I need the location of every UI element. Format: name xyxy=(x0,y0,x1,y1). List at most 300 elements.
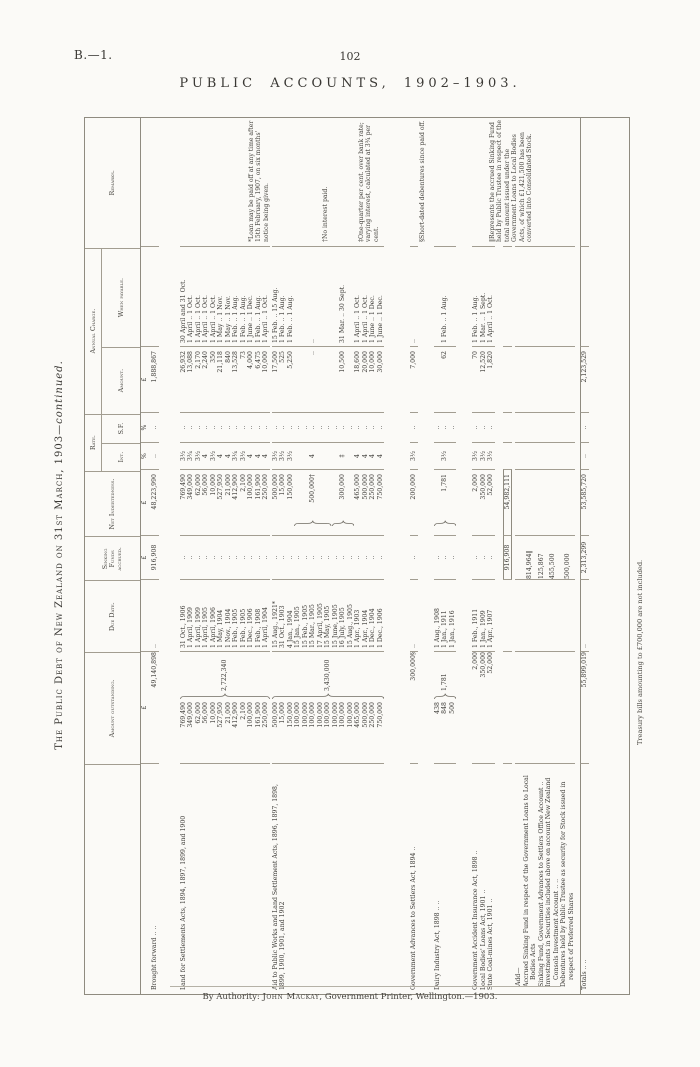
table-row-local-bodies-loans xyxy=(480,118,488,994)
cell-int xyxy=(560,443,568,469)
cell-amt: 12,520 xyxy=(479,351,487,373)
col-header-annual-amount: Amount. xyxy=(116,368,125,393)
remark-note-2: †No interest paid. xyxy=(322,186,329,242)
cell-net: 500,000 xyxy=(271,474,279,500)
cell-out: 300,000§ xyxy=(410,652,417,681)
col-header-remarks: Remarks. xyxy=(108,170,116,196)
cell-when: 1 June .. 1 Dec. xyxy=(369,295,376,343)
cell-due: 1 Jan., 1909 xyxy=(479,610,487,648)
cell-due: 1 April, 1909 xyxy=(194,607,202,648)
cell-net: 62,000 xyxy=(194,474,202,496)
cell-sink: 814,964‖ xyxy=(526,550,534,579)
cell-amt: 73 xyxy=(239,351,247,359)
cell-when xyxy=(309,247,317,346)
table-row-add-accrued-sinking-fund xyxy=(523,118,538,994)
cell-sink: .. xyxy=(179,555,187,560)
cell-due xyxy=(560,580,568,651)
cell-sf: .. xyxy=(254,425,262,430)
cell-out: 10,000 xyxy=(209,702,217,724)
cell-net: 750,000 xyxy=(376,474,384,500)
cell-out xyxy=(538,652,546,763)
cell-net: 161,900 xyxy=(254,474,262,500)
cell-sf xyxy=(503,413,511,442)
cell-amt: 5,250 xyxy=(286,351,294,369)
braced-int: ‡ xyxy=(338,454,346,458)
braced-when: 1 Feb. .. 1 Aug. xyxy=(440,295,448,343)
cell-when: 1 Feb. .. 1 Aug. xyxy=(286,295,294,343)
cell-amt: 13,088 xyxy=(187,351,194,373)
col-header-stub xyxy=(85,764,140,994)
cell-sink: .. xyxy=(361,555,369,560)
cell-sink: .. xyxy=(194,555,202,560)
printer-name: John Mackay xyxy=(262,992,320,1002)
cell-when xyxy=(538,247,546,346)
cell-net: 48,223,990 xyxy=(151,474,158,510)
cell-when xyxy=(317,247,325,346)
cell-out: 2,000 xyxy=(472,652,479,670)
cell-out xyxy=(503,652,511,763)
cell-sf: .. xyxy=(309,425,316,430)
cell-sink: .. xyxy=(247,555,254,560)
cell-sf xyxy=(545,413,553,442)
cell-amt xyxy=(560,347,568,412)
cell-sink: .. xyxy=(339,555,346,560)
cell-due: 1 April, 1906 xyxy=(209,607,217,648)
braced-int: 4 xyxy=(308,454,316,458)
cell-sink: .. xyxy=(376,555,384,560)
cell-int: 3½ xyxy=(410,451,417,461)
cell-int: .. xyxy=(581,454,588,458)
remark-note-4: §Short-dated debentures since paid off. xyxy=(419,120,426,242)
cell-int xyxy=(449,443,457,469)
cell-due: 1 April, 1904 xyxy=(262,607,269,648)
cell-int xyxy=(317,443,325,469)
group-total: 2,722,340 xyxy=(220,659,228,691)
cell-int: 3½ xyxy=(279,451,286,461)
col-header-rate-group xyxy=(85,414,140,471)
cell-sf: .. xyxy=(271,425,279,430)
cell-sf: .. xyxy=(487,425,494,430)
row-label: Government Advances to Settlers Act, 1894 .. xyxy=(410,846,417,990)
cell-sink: .. xyxy=(354,555,361,560)
cell-net: 21,000 xyxy=(224,474,232,496)
cell-net: 500,000 xyxy=(361,474,369,500)
cell-int: 3½ xyxy=(487,451,494,461)
cell-int: 3½ xyxy=(239,451,247,461)
group-brace-icon xyxy=(332,520,355,527)
group-brace-icon xyxy=(294,520,332,527)
cell-net xyxy=(538,470,546,535)
cell-due: 1 Feb., 1908 xyxy=(254,608,262,648)
cell-amt: 70 xyxy=(472,351,479,359)
cell-int: 4 xyxy=(376,454,384,458)
cell-due xyxy=(538,580,546,651)
cell-due: 15 June, 1905 xyxy=(331,604,339,648)
cell-when xyxy=(581,247,589,346)
cell-when: 1 April .. 1 Oct. xyxy=(354,294,361,343)
cell-int: 4 xyxy=(202,454,209,458)
cell-net: 52,000 xyxy=(487,474,494,496)
cell-net xyxy=(560,470,568,535)
cell-sf: .. xyxy=(209,425,217,430)
cell-due: 1 Nov., 1904 xyxy=(224,608,232,648)
cell-net: 150,000 xyxy=(286,474,294,500)
cell-when xyxy=(302,247,310,346)
cell-out: 100,000 xyxy=(339,702,346,728)
braced-amt: 10,500 xyxy=(338,351,346,373)
cell-net: 100,000 xyxy=(247,474,254,500)
cell-sink: .. xyxy=(294,555,301,560)
cell-due: 1 Dec., 1906 xyxy=(376,608,384,648)
cell-out: 100,000 xyxy=(294,702,301,728)
cell-out: 49,140,898 xyxy=(151,652,158,688)
table-row-totals xyxy=(580,118,589,994)
cell-int: 4 xyxy=(247,454,254,458)
cell-amt xyxy=(523,347,531,412)
cell-net: 412,900 xyxy=(232,474,239,500)
rotated-table-sheet xyxy=(40,115,662,995)
row-label: Investments in Securities included above on account New Zealand Consols Investment Account .. .. xyxy=(545,777,560,987)
cell-out: 350,000 xyxy=(479,652,487,678)
cell-int: .. xyxy=(151,454,158,458)
cell-net: 527,950 xyxy=(217,474,224,500)
cell-net: 250,000 xyxy=(262,474,269,500)
cell-when: 1 April .. 1 Oct. xyxy=(209,294,217,343)
cell-amt xyxy=(347,347,355,412)
cell-when: 1 June .. 1 Dec. xyxy=(247,295,254,343)
table-row-brought-forward xyxy=(151,118,159,994)
cell-int: 4 xyxy=(354,454,361,458)
cell-amt: 17,500 xyxy=(271,351,279,373)
group-brace-icon xyxy=(434,693,457,700)
cell-net: 10,000 xyxy=(209,474,217,496)
cell-when: 1 Feb. .. 1 Aug. xyxy=(254,295,262,343)
cell-sf: .. xyxy=(294,425,301,430)
table-row-land-for-settlements xyxy=(180,118,270,994)
cell-when: 1 April .. 1 Oct. xyxy=(202,294,209,343)
cell-when xyxy=(151,247,159,346)
cell-sink: .. xyxy=(279,555,286,560)
cell-due: 15 May, 1905 xyxy=(324,605,331,648)
cell-int: 4 xyxy=(262,454,269,458)
cell-sf: .. xyxy=(301,425,309,430)
cell-out: 527,950 xyxy=(217,702,224,728)
col-header-when-payable: When payable. xyxy=(102,249,140,348)
cell-amt: 13,528 xyxy=(232,351,239,373)
cell-int: 3¾ xyxy=(187,451,194,461)
imprint-footer: By Authority: John Mackay, Government Printer, Wellington.—1903. xyxy=(202,992,498,1002)
cell-when: 1 April .. 1 Oct. xyxy=(187,294,194,343)
cell-sf: .. xyxy=(262,425,269,430)
cell-when: 1 May .. 1 Nov. xyxy=(217,295,224,343)
cell-out: 769,490 xyxy=(179,702,187,728)
cell-sink: .. xyxy=(254,555,262,560)
col-header-rate: Rate. xyxy=(85,415,102,471)
cell-amt: 4,000 xyxy=(247,351,254,369)
cell-amt: 21,118 xyxy=(217,351,224,373)
cell-due: 1 Jan., 1916 xyxy=(448,610,456,648)
cell-when: 1 April .. 1 Oct. xyxy=(262,294,269,343)
cell-sink: .. xyxy=(441,555,448,560)
cell-amt: 525 xyxy=(279,351,286,363)
row-label: Sinking Fund, Government Advances to Settlers Office Account .. xyxy=(537,781,545,987)
cell-sf: .. xyxy=(581,425,588,430)
cell-sink: .. xyxy=(232,555,239,560)
cell-amt xyxy=(503,347,511,412)
page-number: 102 xyxy=(339,50,361,63)
cell-sink: .. xyxy=(316,555,324,560)
cell-amt: 840 xyxy=(224,351,232,363)
cell-when: 30 April and 31 Oct. xyxy=(179,279,187,343)
table-body xyxy=(141,118,630,994)
cell-out xyxy=(523,652,531,763)
cell-out: 465,000 xyxy=(354,702,361,728)
cell-out: 62,000 xyxy=(194,702,202,724)
cell-out: 750,000 xyxy=(376,702,384,728)
cell-amt: 1,820 xyxy=(487,351,494,369)
cell-sf: .. xyxy=(217,425,224,430)
remarks-notes-column xyxy=(85,116,631,246)
cell-when: 1 Mar. .. 1 Sept. xyxy=(479,292,487,343)
cell-amt xyxy=(324,347,332,412)
cell-due: 15 Feb., 1905 xyxy=(301,604,309,648)
cell-int xyxy=(545,443,553,469)
cell-sf: .. xyxy=(376,425,384,430)
cell-int: 3¼ xyxy=(232,451,239,461)
cell-int xyxy=(324,443,332,469)
cell-sf: .. xyxy=(433,425,441,430)
cell-net: 769,490 xyxy=(179,474,187,500)
cell-amt: 2,123,529 xyxy=(581,351,588,383)
cell-sf: .. xyxy=(151,425,158,430)
cell-out: 21,000 xyxy=(224,702,232,724)
cell-when xyxy=(503,247,511,346)
net-sub-total: 1,781 xyxy=(440,474,448,492)
cell-when: 1 April .. 1 Oct. xyxy=(487,294,494,343)
cell-net: 2,000 xyxy=(472,474,479,492)
row-label: Totals .. .. xyxy=(581,959,588,990)
cell-sf xyxy=(560,413,568,442)
remark-note-5: ‖Represents the accrued Sinking Fund held by Public Trustee in respect of the total amount issued under the Government Loans to Local Bodies Acts, of which £1,421,500 has been converted into Consolidated Stock. xyxy=(489,119,534,242)
cell-amt: 18,600 xyxy=(354,351,361,373)
braced-when: .. xyxy=(308,339,316,343)
group-brace-icon xyxy=(434,520,457,527)
cell-due: .. xyxy=(151,644,158,648)
cell-int: 4 xyxy=(254,454,262,458)
cell-sink: .. xyxy=(346,555,354,560)
cell-sink: .. xyxy=(209,555,217,560)
cell-sf: .. xyxy=(441,425,448,430)
cell-net: 54,982,111 xyxy=(503,474,511,510)
col-header-sinking-funds: Sinking Funds accrued. xyxy=(85,536,140,580)
cell-int: 4 xyxy=(217,454,224,458)
cell-sf: .. xyxy=(361,425,369,430)
cell-due: 15 Mar., 1905 xyxy=(309,604,316,648)
cell-net: 350,000 xyxy=(479,474,487,500)
cell-amt: 20,000 xyxy=(361,351,369,373)
table-row-govt-advances-settlers xyxy=(410,118,418,994)
cell-amt xyxy=(317,347,325,412)
row-label: Local Bodies' Loans Act, 1901 .. xyxy=(479,889,487,990)
cell-int xyxy=(503,443,511,469)
cell-when xyxy=(545,247,553,346)
cell-due: 1 Feb., 1905 xyxy=(239,608,247,648)
cell-when: 1 Feb. .. 1 Aug. xyxy=(279,295,286,343)
cell-due: 17 April, 1905 xyxy=(316,603,324,648)
cell-out: 56,000 xyxy=(202,702,209,724)
cell-sf: .. xyxy=(179,425,187,430)
cell-sink: 500,000 xyxy=(563,553,571,579)
cell-out: 100,000 xyxy=(346,702,354,728)
cell-amt: 30,000 xyxy=(376,351,384,373)
cell-sink: .. xyxy=(487,555,494,560)
cell-sink: .. xyxy=(262,555,269,560)
cell-amt: 10,000 xyxy=(369,351,376,373)
cell-sf xyxy=(538,413,546,442)
cell-sf: .. xyxy=(369,425,376,430)
row-label: Aid to Public Works and Land Settlement Acts, 1896, 1897, 1898, 1899, 1900, 1901, and 1902 xyxy=(271,784,286,990)
row-label: Government Accident Insurance Act, 1898 .. xyxy=(472,850,479,990)
row-label: Accrued Sinking Fund in respect of the Government Loans to Local Bodies Acts xyxy=(522,775,537,987)
cell-int: 3½ xyxy=(194,451,202,461)
cell-sink: 125,867 xyxy=(537,553,545,579)
table-row-add-sinking-fund-advances xyxy=(538,118,546,994)
cell-sf: .. xyxy=(187,425,194,430)
cell-out: 349,000 xyxy=(187,702,194,728)
cell-sf: .. xyxy=(448,425,456,430)
cell-due: 1 Apr., 1903 xyxy=(354,609,361,648)
page-title: PUBLIC ACCOUNTS, 1902–1903. xyxy=(179,76,521,91)
cell-out: 250,000 xyxy=(262,702,269,728)
cell-amt xyxy=(545,347,553,412)
cell-due: 31 Oct., 1903 xyxy=(279,605,286,648)
cell-amt: 26,932 xyxy=(179,351,187,373)
cell-sf: .. xyxy=(354,425,361,430)
cell-int xyxy=(538,443,546,469)
cell-out: 848 xyxy=(441,702,448,714)
cell-sf: .. xyxy=(279,425,286,430)
cell-due: 16 July, 1905 xyxy=(339,607,346,648)
table-row-aid-public-works xyxy=(272,118,385,994)
cell-out: 500,000 xyxy=(361,702,369,728)
cell-out: 55,899,019 xyxy=(581,652,588,688)
cell-amt: 350 xyxy=(209,351,217,363)
cell-sf: .. xyxy=(202,425,209,430)
cell-sink: .. xyxy=(472,555,479,560)
cell-net: 349,000 xyxy=(187,474,194,500)
cell-sink: 916,908 xyxy=(503,544,511,571)
cell-amt xyxy=(538,347,546,412)
cell-when xyxy=(294,247,302,346)
cell-due: 4 Jan., 1904 xyxy=(286,610,294,648)
cell-int: 4 xyxy=(224,454,232,458)
cell-amt xyxy=(302,347,310,412)
cell-out: 100,000 xyxy=(316,702,324,728)
cell-due: 15 Aug., 1905 xyxy=(346,604,354,648)
cell-due: 15 Jan., 1905 xyxy=(294,606,301,648)
cell-out: 250,000 xyxy=(369,702,376,728)
cell-out: 500,000 xyxy=(271,702,279,728)
table-header-row xyxy=(85,118,141,994)
cell-sink: .. xyxy=(286,555,294,560)
table-caption: The Public Debt of New Zealand on 31st March, 1903—continued. xyxy=(54,360,65,750)
cell-due: 1 April, 1909 xyxy=(187,607,194,648)
cell-int: 3½ xyxy=(271,451,279,461)
treasury-bills-footnote: Treasury bills amounting to £700,000 are not included. xyxy=(636,559,644,745)
cell-amt xyxy=(294,347,302,412)
cell-out xyxy=(545,652,553,763)
cell-out: 161,900 xyxy=(254,702,262,728)
cell-sf: .. xyxy=(286,425,294,430)
cell-when: 1 June .. 1 Dec. xyxy=(376,295,384,343)
public-debt-table xyxy=(84,117,630,995)
cell-due: 1 Apr., 1904 xyxy=(361,609,369,648)
table-row-subtotal xyxy=(503,118,513,994)
cell-when xyxy=(523,247,531,346)
table-row-add-debentures-trustee xyxy=(560,118,575,994)
cell-out: 412,900 xyxy=(232,702,239,728)
braced-int: 3½ xyxy=(440,451,448,461)
cell-when: 15 Feb. .. 15 Aug. xyxy=(271,287,279,343)
col-header-amount-outstanding: Amount outstanding. xyxy=(85,652,140,764)
cell-int: 3½ xyxy=(209,451,217,461)
cell-out xyxy=(560,652,568,763)
cell-when xyxy=(324,247,332,346)
cell-when: 1 Feb. .. 1 Aug. xyxy=(239,295,247,343)
cell-out: 100,000 xyxy=(301,702,309,728)
cell-int: 3½ xyxy=(472,451,479,461)
row-label: Dairy Industry Act, 1898 .. .. xyxy=(433,900,441,990)
braced-when: 31 Mar. .. 30 Sept. xyxy=(338,284,346,343)
col-header-due-date: Due Date. xyxy=(85,580,140,652)
cell-sink: .. xyxy=(187,555,194,560)
cell-sf xyxy=(523,413,531,442)
cell-out: 438 xyxy=(433,702,441,714)
cell-due: .. xyxy=(581,644,588,648)
cell-int: 3½ xyxy=(479,451,487,461)
cell-amt: 2,240 xyxy=(202,351,209,369)
cell-out: 100,000 xyxy=(309,702,316,728)
braced-amt: 62 xyxy=(440,351,448,359)
cell-sink: .. xyxy=(309,555,316,560)
cell-due xyxy=(523,580,531,651)
col-header-rate-sf: S.F. xyxy=(102,415,140,444)
cell-out: 2,100 xyxy=(239,702,247,720)
cell-int: 3½ xyxy=(179,451,187,461)
cell-sf: .. xyxy=(247,425,254,430)
cell-when xyxy=(449,247,457,346)
net-sub-total: 300,000 xyxy=(338,474,346,500)
cell-sink: .. xyxy=(271,555,279,560)
table-row-govt-accident-insurance xyxy=(472,118,480,994)
cell-sf: .. xyxy=(232,425,239,430)
units-row: £ £ £ % % £ xyxy=(141,118,151,994)
col-header-net-indebtedness: Net Indebtedness. xyxy=(85,471,140,537)
cell-sf: .. xyxy=(410,425,417,430)
cell-int xyxy=(523,443,531,469)
cell-int: 4 xyxy=(361,454,369,458)
document-reference: B.—1. xyxy=(74,48,113,62)
cell-out: 100,000 xyxy=(331,702,339,728)
braced-amt: .. xyxy=(308,351,316,355)
cell-net: 53,585,720 xyxy=(581,474,588,510)
cell-sf: .. xyxy=(316,425,324,430)
cell-out: 52,000 xyxy=(487,652,494,674)
cell-sink: .. xyxy=(410,555,417,560)
cell-due: 15 Aug., 1921* xyxy=(271,601,279,648)
cell-amt: 10,000 xyxy=(262,351,269,373)
cell-out: 100,000 xyxy=(324,702,331,728)
